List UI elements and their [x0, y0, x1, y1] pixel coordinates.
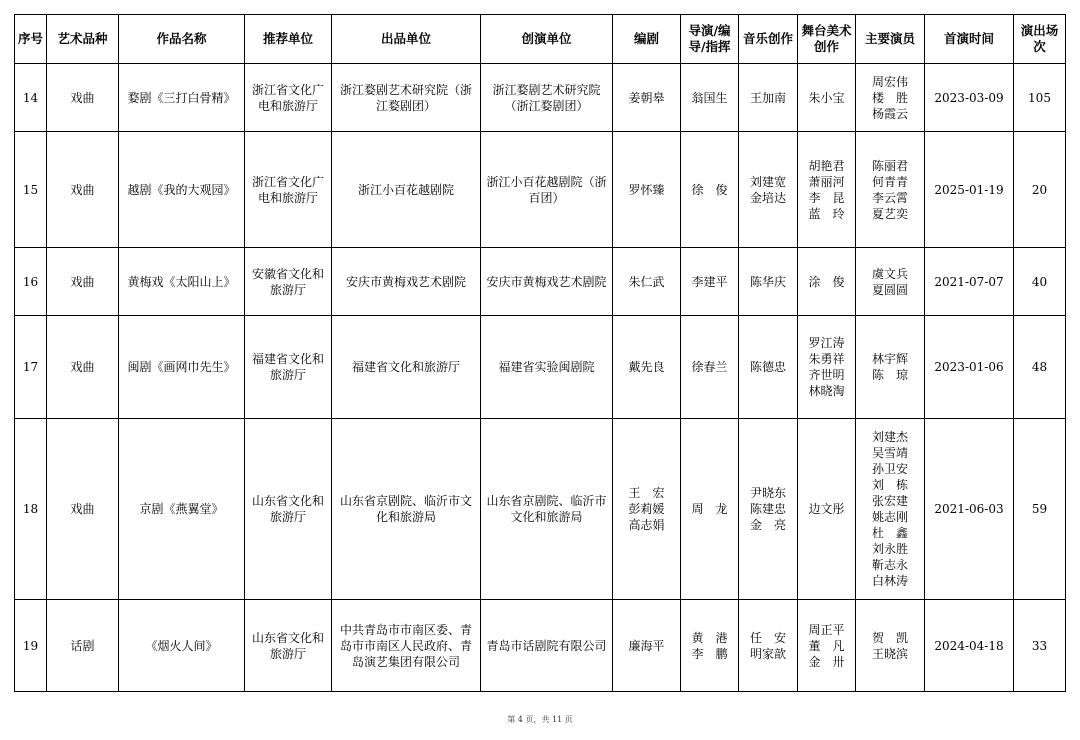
- cell-writer: [613, 248, 681, 316]
- header-shows: 演出场次: [1014, 15, 1066, 64]
- cell-music: [739, 64, 798, 132]
- cell-line: 廉海平: [628, 638, 665, 653]
- cell-creator: [481, 248, 613, 316]
- cell-text: 14: [22, 90, 39, 105]
- cell-text: 40: [1031, 274, 1048, 289]
- header-category: 艺术品种: [47, 15, 119, 64]
- cell-line: 董 凡: [808, 638, 845, 653]
- cell-actors: [856, 316, 925, 419]
- cell-title: [119, 64, 245, 132]
- header-creator: 创演单位: [481, 15, 613, 64]
- cell-premiere: [925, 64, 1014, 132]
- cell-actors: [856, 248, 925, 316]
- cell-line: 刘 栋: [871, 478, 908, 492]
- cell-title: [119, 248, 245, 316]
- cell-creator: [481, 419, 613, 600]
- cell-line: 姚志刚: [871, 510, 908, 524]
- header-title: 作品名称: [119, 15, 245, 64]
- cell-text: 2024-04-18: [934, 638, 1004, 653]
- cell-writer: [613, 64, 681, 132]
- cell-line: 刘建宽: [749, 174, 786, 189]
- cell-stage: [798, 248, 856, 316]
- cell-text: 《烟火人间》: [145, 638, 218, 653]
- cell-line: 林宇辉: [871, 352, 908, 366]
- cell-category: [47, 419, 119, 600]
- cell-title: [119, 132, 245, 248]
- cell-line: 周宏伟: [871, 74, 908, 89]
- cell-text: 105: [1028, 90, 1051, 105]
- cell-director: [681, 419, 739, 600]
- cell-text: 16: [22, 274, 39, 289]
- cell-line: 王加南: [749, 90, 786, 105]
- cell-stage: [798, 316, 856, 419]
- cell-line: 金培达: [749, 190, 786, 205]
- cell-text: 2023-03-09: [934, 90, 1004, 105]
- cell-category: [47, 132, 119, 248]
- cell-line: 李云霄: [871, 190, 908, 205]
- cell-text: 19: [22, 638, 39, 653]
- cell-text: 戏曲: [70, 502, 95, 516]
- cell-line: 林晓淘: [808, 384, 845, 398]
- header-writer: 编剧: [613, 15, 681, 64]
- cell-title: [119, 316, 245, 419]
- cell-line: 夏艺奕: [871, 206, 908, 221]
- cell-text: 48: [1031, 360, 1048, 374]
- header-recommender: 推荐单位: [245, 15, 332, 64]
- cell-line: 陈华庆: [749, 274, 786, 289]
- cell-line: 徐春兰: [691, 360, 728, 374]
- cell-music: [739, 600, 798, 692]
- cell-category: [47, 316, 119, 419]
- cell-text: 18: [22, 502, 39, 516]
- cell-text: 戏曲: [70, 274, 95, 289]
- table-body: [15, 64, 1066, 692]
- cell-actors: [856, 419, 925, 600]
- cell-line: 刘永胜: [871, 542, 908, 556]
- cell-text: 浙江小百花越剧院（浙百团）: [486, 174, 607, 205]
- cell-director: [681, 248, 739, 316]
- cell-text: 2023-01-06: [934, 360, 1004, 374]
- cell-line: 朱小宝: [808, 90, 845, 105]
- cell-text: 话剧: [70, 638, 95, 653]
- cell-producer: [332, 316, 481, 419]
- cell-producer: [332, 600, 481, 692]
- cell-line: 尹晓东: [749, 486, 786, 500]
- cell-text: 2021-07-07: [934, 274, 1004, 289]
- cell-line: 陈建忠: [749, 502, 786, 516]
- cell-line: 罗江涛: [808, 336, 845, 350]
- cell-text: 17: [22, 360, 39, 374]
- cell-line: 李 昆: [808, 190, 845, 205]
- cell-music: [739, 132, 798, 248]
- cell-text: 闽剧《画网巾先生》: [127, 360, 236, 374]
- cell-shows: [1014, 419, 1066, 600]
- cell-text: 婺剧《三打白骨精》: [127, 90, 236, 105]
- cell-line: 边文彤: [808, 502, 845, 516]
- cell-text: 青岛市话剧院有限公司: [486, 638, 607, 653]
- cell-premiere: [925, 419, 1014, 600]
- cell-recommender: [245, 419, 332, 600]
- cell-line: 戴先良: [628, 360, 665, 374]
- cell-stage: [798, 600, 856, 692]
- header-no: 序号: [15, 15, 47, 64]
- cell-category: [47, 600, 119, 692]
- cell-text: 戏曲: [70, 182, 95, 197]
- cell-text: 33: [1031, 638, 1048, 653]
- header-stage: 舞台美术创作: [798, 15, 856, 64]
- cell-text: 福建省文化和旅游厅: [251, 352, 324, 382]
- cell-line: 周正平: [808, 622, 845, 637]
- cell-creator: [481, 316, 613, 419]
- cell-recommender: [245, 248, 332, 316]
- cell-shows: [1014, 248, 1066, 316]
- cell-writer: [613, 600, 681, 692]
- cell-no: [15, 248, 47, 316]
- cell-producer: [332, 64, 481, 132]
- cell-text: 山东省京剧院、临沂市文化和旅游局: [339, 494, 472, 524]
- cell-line: 金 卅: [808, 654, 845, 669]
- cell-line: 杨霞云: [871, 106, 908, 121]
- works-table: [14, 14, 1066, 692]
- cell-category: [47, 64, 119, 132]
- cell-recommender: [245, 600, 332, 692]
- cell-text: 20: [1031, 182, 1048, 197]
- cell-text: 浙江婺剧艺术研究院（浙江婺剧团）: [492, 82, 601, 113]
- cell-premiere: [925, 132, 1014, 248]
- cell-line: 罗怀臻: [628, 182, 665, 197]
- cell-actors: [856, 64, 925, 132]
- cell-text: 戏曲: [70, 90, 95, 105]
- cell-recommender: [245, 316, 332, 419]
- header-music: 音乐创作: [739, 15, 798, 64]
- cell-actors: [856, 132, 925, 248]
- cell-line: 楼 胜: [871, 90, 908, 105]
- cell-music: [739, 248, 798, 316]
- cell-no: [15, 600, 47, 692]
- cell-recommender: [245, 64, 332, 132]
- cell-text: 浙江婺剧艺术研究院（浙江婺剧团）: [339, 82, 472, 113]
- cell-no: [15, 419, 47, 600]
- cell-line: 王晓滨: [871, 646, 908, 661]
- table-row: [15, 132, 1066, 248]
- cell-line: 高志娟: [628, 518, 665, 532]
- cell-line: 陈丽君: [871, 158, 908, 173]
- cell-line: 孙卫安: [871, 462, 908, 476]
- header-row: [15, 15, 1066, 64]
- cell-line: 朱勇祥: [808, 352, 845, 366]
- header-premiere: 首演时间: [925, 15, 1014, 64]
- cell-text: 中共青岛市市南区委、青岛市市南区人民政府、青岛演艺集团有限公司: [339, 622, 472, 669]
- cell-line: 靳志永: [871, 558, 908, 572]
- cell-text: 浙江省文化广电和旅游厅: [251, 174, 324, 205]
- cell-director: [681, 132, 739, 248]
- cell-text: 越剧《我的大观园》: [127, 182, 236, 197]
- cell-title: [119, 419, 245, 600]
- cell-director: [681, 316, 739, 419]
- cell-text: 15: [22, 182, 39, 197]
- cell-writer: [613, 419, 681, 600]
- cell-creator: [481, 600, 613, 692]
- cell-line: 黄 港: [691, 630, 728, 645]
- cell-line: 明家歆: [749, 646, 786, 661]
- cell-producer: [332, 132, 481, 248]
- cell-no: [15, 316, 47, 419]
- cell-line: 李建平: [691, 274, 728, 289]
- cell-no: [15, 132, 47, 248]
- cell-text: 戏曲: [70, 360, 95, 374]
- cell-writer: [613, 316, 681, 419]
- cell-line: 朱仁武: [628, 274, 665, 289]
- cell-stage: [798, 419, 856, 600]
- cell-stage: [798, 64, 856, 132]
- cell-line: 蓝 玲: [808, 206, 845, 221]
- cell-line: 徐 俊: [691, 182, 728, 197]
- cell-text: 京剧《燕翼堂》: [139, 502, 224, 516]
- cell-no: [15, 64, 47, 132]
- table-row: [15, 248, 1066, 316]
- cell-text: 安庆市黄梅戏艺术剧院: [345, 274, 466, 289]
- cell-text: 福建省实验闽剧院: [498, 360, 595, 374]
- cell-line: 胡艳君: [808, 158, 845, 173]
- cell-director: [681, 64, 739, 132]
- cell-line: 陈 琼: [871, 368, 908, 382]
- cell-line: 李 鹏: [691, 646, 728, 661]
- cell-line: 刘建杰: [871, 430, 908, 444]
- cell-text: 山东省京剧院、临沂市文化和旅游局: [486, 494, 607, 524]
- cell-text: 山东省文化和旅游厅: [251, 630, 324, 661]
- cell-text: 安徽省文化和旅游厅: [251, 266, 324, 297]
- cell-line: 姜朝皋: [628, 90, 665, 105]
- cell-line: 王 宏: [628, 486, 665, 500]
- cell-actors: [856, 600, 925, 692]
- cell-premiere: [925, 316, 1014, 419]
- cell-stage: [798, 132, 856, 248]
- cell-premiere: [925, 248, 1014, 316]
- cell-director: [681, 600, 739, 692]
- cell-text: 2021-06-03: [934, 502, 1004, 516]
- cell-shows: [1014, 316, 1066, 419]
- cell-shows: [1014, 600, 1066, 692]
- header-producer: 出品单位: [332, 15, 481, 64]
- cell-creator: [481, 132, 613, 248]
- cell-line: 齐世明: [808, 368, 845, 382]
- cell-line: 翁国生: [691, 90, 728, 105]
- cell-line: 吴雪靖: [871, 446, 908, 460]
- cell-line: 张宏建: [871, 494, 908, 508]
- cell-title: [119, 600, 245, 692]
- cell-line: 白林涛: [871, 574, 908, 588]
- cell-text: 浙江省文化广电和旅游厅: [251, 82, 324, 113]
- cell-text: 安庆市黄梅戏艺术剧院: [486, 274, 607, 289]
- cell-recommender: [245, 132, 332, 248]
- cell-producer: [332, 419, 481, 600]
- cell-line: 杜 鑫: [871, 526, 908, 540]
- cell-text: 59: [1031, 502, 1048, 516]
- cell-text: 山东省文化和旅游厅: [251, 494, 324, 524]
- table-row: [15, 316, 1066, 419]
- cell-music: [739, 316, 798, 419]
- cell-line: 何青青: [871, 174, 908, 189]
- cell-line: 彭莉媛: [628, 502, 665, 516]
- cell-writer: [613, 132, 681, 248]
- cell-line: 夏圆圆: [871, 282, 908, 297]
- cell-text: 福建省文化和旅游厅: [351, 360, 460, 374]
- cell-creator: [481, 64, 613, 132]
- cell-shows: [1014, 132, 1066, 248]
- page-footer: 第 4 页，共 11 页: [507, 715, 573, 724]
- cell-premiere: [925, 600, 1014, 692]
- cell-line: 任 安: [749, 630, 786, 645]
- cell-producer: [332, 248, 481, 316]
- table-row: [15, 419, 1066, 600]
- cell-line: 涂 俊: [808, 274, 845, 289]
- cell-line: 虞文兵: [871, 266, 908, 281]
- cell-line: 萧丽河: [808, 174, 845, 189]
- cell-line: 陈德忠: [749, 360, 786, 374]
- cell-text: 浙江小百花越剧院: [357, 182, 454, 197]
- header-director: 导演/编导/指挥: [681, 15, 739, 64]
- cell-line: 贺 凯: [871, 630, 908, 645]
- cell-line: 金 亮: [749, 518, 786, 532]
- cell-line: 周 龙: [691, 502, 728, 516]
- cell-music: [739, 419, 798, 600]
- cell-category: [47, 248, 119, 316]
- table-row: [15, 64, 1066, 132]
- table-row: [15, 600, 1066, 692]
- cell-shows: [1014, 64, 1066, 132]
- header-actors: 主要演员: [856, 15, 925, 64]
- cell-text: 黄梅戏《太阳山上》: [127, 274, 236, 289]
- cell-text: 2025-01-19: [934, 182, 1004, 197]
